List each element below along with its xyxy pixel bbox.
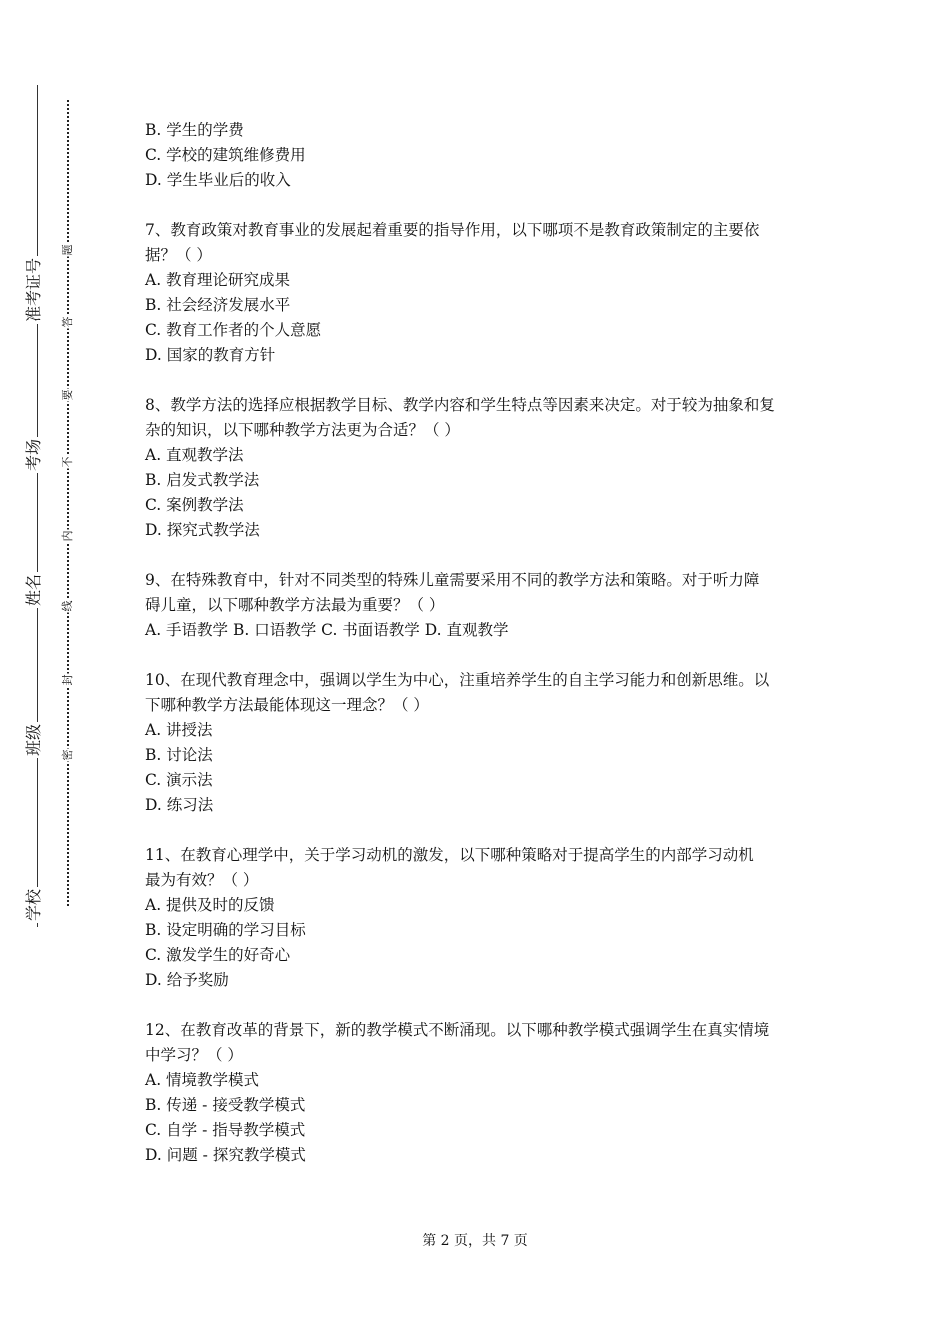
- question-block: [145, 1018, 825, 1168]
- question-options-continued: [145, 118, 825, 193]
- question-line: A. 教育理论研究成果: [145, 271, 291, 289]
- question-line: C. 学校的建筑维修费用: [145, 146, 306, 164]
- question-line: A. 直观教学法: [145, 446, 244, 464]
- question-block: [145, 393, 825, 543]
- question-line: C. 演示法: [145, 771, 213, 789]
- question-line: 9、在特殊教育中，针对不同类型的特殊儿童需要采用不同的教学方法和策略。对于听力障: [145, 571, 760, 589]
- question-line: 8、教学方法的选择应根据教学目标、教学内容和学生特点等因素来决定。对于较为抽象和复: [145, 396, 775, 414]
- question-line: C. 案例教学法: [145, 496, 244, 514]
- question-line: 碍儿童，以下哪种教学方法最为重要？（ ）: [145, 596, 445, 614]
- question-line: A. 提供及时的反馈: [145, 896, 275, 914]
- question-line: C. 自学 - 指导教学模式: [145, 1121, 306, 1139]
- seal-dotted-line: [67, 100, 69, 906]
- question-line: 中学习？（ ）: [145, 1046, 243, 1064]
- question-line: D. 给予奖励: [145, 971, 229, 989]
- binding-solid-line: [37, 85, 38, 927]
- question-line: 杂的知识，以下哪种教学方法更为合适？（ ）: [145, 421, 460, 439]
- seal-char: 答: [61, 316, 74, 328]
- question-content: [145, 118, 825, 1193]
- exam-room-label: 考场: [24, 438, 43, 472]
- question-line: 12、在教育改革的背景下，新的教学模式不断涌现。以下哪种教学模式强调学生在真实情境: [145, 1021, 770, 1039]
- seal-char: 内: [61, 530, 74, 542]
- question-block: [145, 568, 825, 643]
- question-line: 下哪种教学方法最能体现这一理念？（ ）: [145, 696, 429, 714]
- question-block: [145, 668, 825, 818]
- question-line: D. 学生毕业后的收入: [145, 171, 291, 189]
- question-block: [145, 218, 825, 368]
- question-line: B. 讨论法: [145, 746, 213, 764]
- seal-char: 线: [61, 600, 74, 612]
- question-line: B. 传递 - 接受教学模式: [145, 1096, 306, 1114]
- school-label: 学校: [24, 888, 43, 922]
- question-line: B. 设定明确的学习目标: [145, 921, 306, 939]
- question-line: D. 练习法: [145, 796, 214, 814]
- question-line: A. 讲授法: [145, 721, 213, 739]
- question-line: D. 国家的教育方针: [145, 346, 276, 364]
- name-label: 姓名: [24, 573, 43, 607]
- question-line: D. 问题 - 探究教学模式: [145, 1146, 306, 1164]
- question-line: D. 探究式教学法: [145, 521, 260, 539]
- question-line: 最为有效？（ ）: [145, 871, 259, 889]
- question-line: A. 手语教学 B. 口语教学 C. 书面语教学 D. 直观教学: [145, 621, 509, 639]
- class-label: 班级: [24, 723, 43, 757]
- question-line: 10、在现代教育理念中，强调以学生为中心，注重培养学生的自主学习能力和创新思维。以: [145, 671, 770, 689]
- question-line: C. 教育工作者的个人意愿: [145, 321, 322, 339]
- question-line: B. 学生的学费: [145, 121, 244, 139]
- seal-char: 题: [61, 244, 74, 256]
- seal-char: 密: [61, 749, 74, 761]
- question-line: 11、在教育心理学中，关于学习动机的激发，以下哪种策略对于提高学生的内部学习动机: [145, 846, 754, 864]
- question-line: 据？（ ）: [145, 246, 212, 264]
- question-line: B. 社会经济发展水平: [145, 296, 291, 314]
- question-line: B. 启发式教学法: [145, 471, 260, 489]
- question-line: C. 激发学生的好奇心: [145, 946, 291, 964]
- exam-number-label: 准考证号: [24, 257, 43, 323]
- question-line: 7、教育政策对教育事业的发展起着重要的指导作用，以下哪项不是教育政策制定的主要依: [145, 221, 760, 239]
- question-block: [145, 843, 825, 993]
- seal-char: 封: [61, 674, 74, 686]
- page-number: 第 2 页，共 7 页: [422, 1233, 528, 1249]
- question-line: A. 情境教学模式: [145, 1071, 260, 1089]
- seal-char: 不: [61, 456, 74, 468]
- seal-char: 要: [61, 389, 74, 401]
